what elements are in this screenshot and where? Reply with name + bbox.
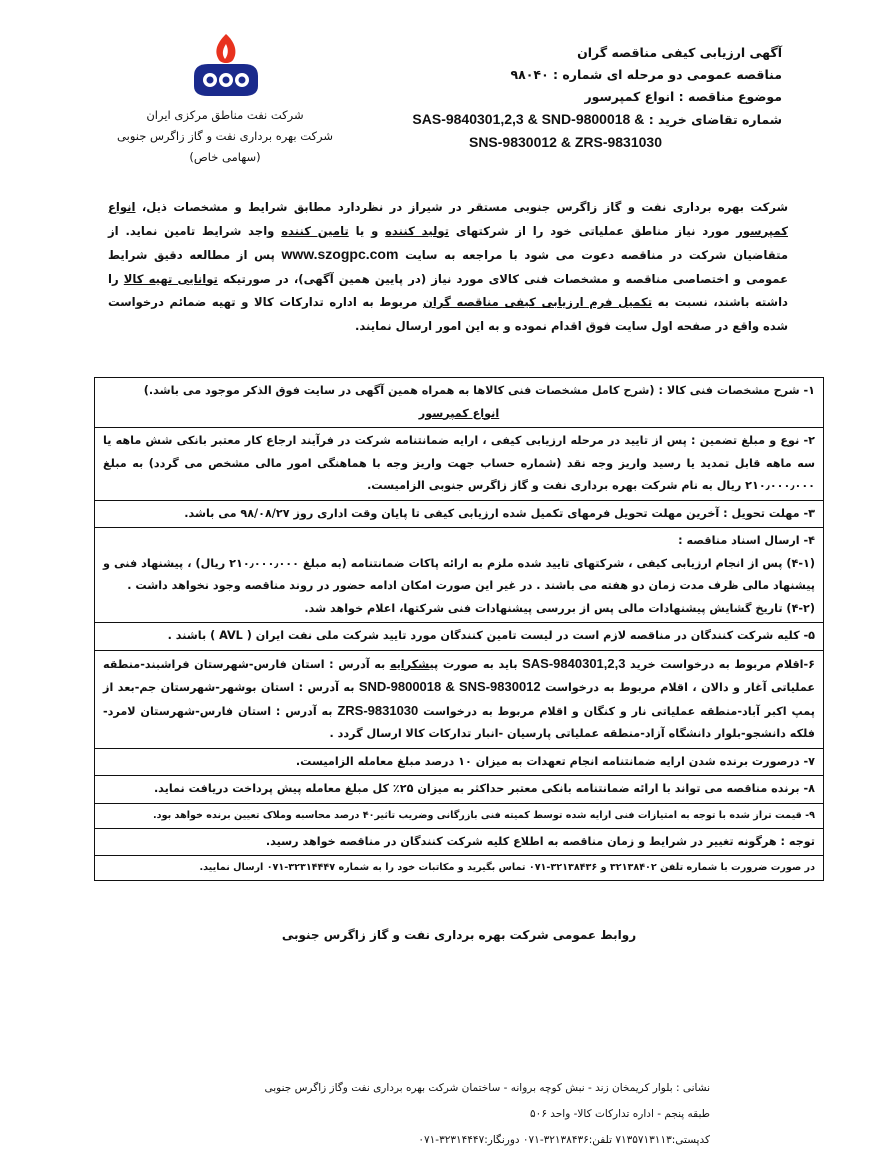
item-3: ۳- مهلت تحویل : آخرین مهلت تحویل فرمهای تکمیل شده ارزیابی کیفی تا پایان وقت اداری روز ۹۸/۰۸/۲۷ می باشد. <box>95 501 823 529</box>
website-link[interactable]: www.szogpc.com <box>281 246 399 262</box>
tender-number: مناقصه عمومی دو مرحله ای شماره : ۹۸۰۴۰ <box>510 67 782 82</box>
item-2: ۲- نوع و مبلغ تضمین : پس از تایید در مرحله ارزیابی کیفی ، ارایه ضمانتنامه شرکت در فرآیند ارجاع کار معتبر بانکی شش ماهه یا سه ماهه قابل تمدید یا رسید واریز وجه نقد (شماره حساب جهت واریز وجه با هماهنگی امور مالی مشخص می گردد) به مبلغ ۲۱۰٫۰۰۰٫۰۰۰ ریال به نام شرکت بهره برداری نفت و گاز زاگرس جنوبی الزامیست. <box>95 428 823 501</box>
tender-subject: موضوع مناقصه : انواع کمپرسور <box>584 89 782 104</box>
item-4-1: (۴-۱) پس از انجام ارزیابی کیفی ، شرکتهای تایید شده ملزم به ارائه پاکات ضمانتنامه (به مبلغ ۲۱۰٫۰۰۰٫۰۰۰ ریال) ، پیشنهاد فنی و پیشنهاد مالی ظرف مدت زمان دو هفته می باشند . در غیر این صورت امکان ادامه حضور در روند مناقصه وجود نخواهد داشت . <box>103 556 815 592</box>
contact-row: در صورت ضرورت با شماره تلفن ۳۲۱۳۸۴۰۲ و ۳۲۱۳۸۴۳۶-۰۷۱ تماس بگیرید و مکاتبات خود را به شماره ۳۲۳۱۴۴۴۷-۰۷۱ ارسال نمایید. <box>199 862 815 873</box>
item-8: ۸- برنده مناقصه می تواند با ارائه ضمانتنامه بانکی معتبر حداکثر به میزان ۲۵٪ کل مبلغ معامله پیش پرداخت دریافت نماید. <box>95 776 823 804</box>
org-line-2: شرکت بهره برداری نفت و گاز زاگرس جنوبی <box>117 129 333 143</box>
org-line-3: (سهامی خاص) <box>189 150 261 164</box>
intro-paragraph: شرکت بهره برداری نفت و گاز زاگرس جنوبی مستقر در شیراز در نظردارد مطابق شرایط و مشخصات ذیل، انواع کمپرسور مورد نیاز مناطق عملیاتی خود را از شرکتهای تولید کننده و یا تامین کننده واجد شرایط تامین نماید. از متقاضیان شرکت در مناقصه دعوت می شود با مراجعه به سایت www.szogpc.com پس از مطالعه دقیق شرایط عمومی و اختصاصی مناقصه و مشخصات فنی کالای مورد نیاز (در پایین همین آگهی)، در صورتیکه توانایی تهیه کالا را داشته باشند، نسبت به تکمیل فرم ارزیابی کیفی مناقصه گران مربوط به اداره تدارکات کالا و تهیه ضمائم درخواست شده واقع در صفحه اول سایت فوق اقدام نموده و به این امور ارسال نمایند. <box>108 200 788 333</box>
request-label: شماره تقاضای خرید : <box>648 112 782 127</box>
note-row: توجه : هرگونه تغییر در شرایط و زمان مناقصه به اطلاع کلیه شرکت کنندگان در مناقصه خواهد رسید. <box>95 829 823 857</box>
footer-line-1: نشانی : بلوار کریمخان زند - نبش کوچه بروانه - ساختمان شرکت بهره برداری نفت وگاز زاگرس جنوبی <box>264 1082 710 1094</box>
public-relations-signature: روابط عمومی شرکت بهره برداری نفت و گاز زاگرس جنوبی <box>281 928 637 942</box>
notice-header <box>302 42 782 153</box>
item-4-2: (۴-۲) تاریخ گشایش پیشنهادات مالی پس از بررسی پیشنهادات فنی شرکتها، اعلام خواهد شد. <box>304 601 815 615</box>
company-logo <box>186 30 266 100</box>
footer-address <box>240 1075 710 1153</box>
footer-line-2: طبقه پنجم - اداره تدارکات کالا- واحد ۵۰۶ <box>530 1108 710 1120</box>
conditions-table <box>94 377 824 881</box>
org-line-1: شرکت نفت مناطق مرکزی ایران <box>146 108 304 122</box>
notice-title: آگهی ارزیابی کیفی مناقصه گران <box>577 45 782 60</box>
item-7: ۷- درصورت برنده شدن ارایه ضمانتنامه انجام تعهدات به میزان ۱۰ درصد مبلغ معامله الزامیست. <box>95 749 823 777</box>
item-4: ۴- ارسال اسناد مناقصه : (۴-۱) پس از انجام ارزیابی کیفی ، شرکتهای تایید شده ملزم به ارائه پاکات ضمانتنامه (به مبلغ ۲۱۰٫۰۰۰٫۰۰۰ ریال) ، پیشنهاد فنی و پیشنهاد مالی ظرف مدت زمان دو هفته می باشند . در غیر این صورت امکان ادامه حضور در روند مناقصه وجود نخواهد داشت . (۴-۲) تاریخ گشایش پیشنهادات مالی پس از بررسی پیشنهادات فنی شرکتها، اعلام خواهد شد. <box>95 528 823 623</box>
item-1: ۱- شرح مشخصات فنی کالا : (شرح کامل مشخصات فنی کالاها به همراه همین آگهی در سایت فوق الذکر موجود می باشد.) انواع کمپرسور <box>95 378 823 428</box>
item-9: ۹- قیمت تراز شده با توجه به امتیازات فنی ارایه شده توسط کمیته فنی بازرگانی وضریب تاثیر۴۰ درصد محاسبه وملاک تعیین برنده خواهد بود. <box>95 804 823 829</box>
request-codes-line <box>302 108 782 131</box>
request-codes-2: SNS-9830012 & ZRS-9831030 <box>468 134 662 150</box>
item-6: ۶-اقلام مربوط به درخواست خرید SAS-9840301,2,3 باید به صورت پیشکرایه به آدرس : استان فارس-شهرستان فراشبند-منطقه عملیاتی آغار و دالان ، اقلام مربوط به درخواست SND-9800018 & SNS-9830012 به آدرس : استان بوشهر-شهرستان جم-بعد از پمپ اکبر آباد-منطقه عملیاتی نار و کنگان و اقلام مربوط به درخواست ZRS-9831030 به آدرس : استان فارس-شهرستان لامرد-فلکه دانشجو-بلوار دانشگاه آزاد-منطقه عملیاتی پارسیان -انبار تدارکات کالا ارسال گردد . <box>95 651 823 749</box>
request-codes-1: SAS-9840301,2,3 & SND-9800018 & <box>412 111 645 127</box>
item-1-title: انواع کمپرسور <box>418 406 500 420</box>
item-5: ۵- کلیه شرکت کنندگان در مناقصه لازم است در لیست تامین کنندگان مورد تایید شرکت ملی نفت ایران ( AVL ) باشند . <box>95 623 823 651</box>
footer-line-3: کدپستی:۷۱۳۵۷۱۳۱۱۳ تلفن:۳۲۱۳۸۴۳۶-۰۷۱ دورنگار:۳۲۳۱۴۴۴۷-۰۷۱ <box>418 1134 710 1146</box>
